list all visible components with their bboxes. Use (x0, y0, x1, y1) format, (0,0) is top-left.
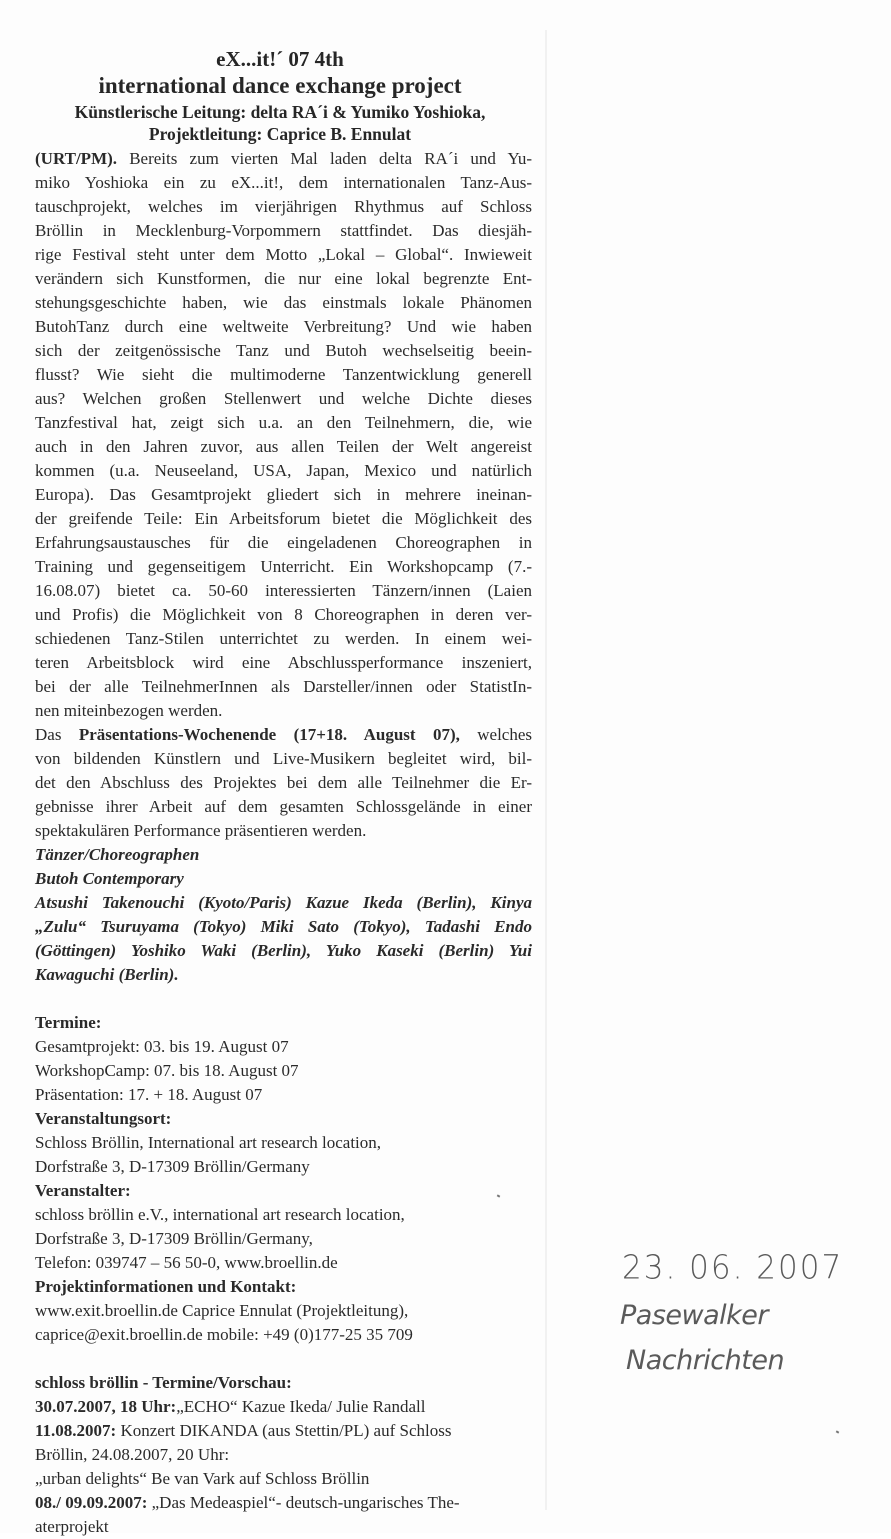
article-body (35, 147, 532, 1539)
body-line: rige Festival steht unter dem Motto „Lokal – Global“. Inwieweit (35, 245, 532, 264)
preview-line: Bröllin, 24.08.2007, 20 Uhr: (35, 1445, 230, 1464)
handwritten-date: 23. 06. 2007 (622, 1249, 844, 1287)
artistic-direction-credit: Künstlerische Leitung: delta RA´i & Yumiko Yoshioka, (74, 102, 486, 122)
dancers-heading: Tänzer/Choreographen (35, 845, 200, 864)
venue-line: Schloss Bröllin, International art research location, (35, 1133, 382, 1152)
presentation-line: Das Präsentations-Wochenende (17+18. August 07), welches (35, 725, 533, 744)
body-line: und Profis) die Möglichkeit von 8 Choreographen in deren ver- (35, 605, 532, 624)
source-tag: (URT/PM). (35, 149, 118, 168)
body-line: der greifende Teile: Ein Arbeitsforum bietet die Möglichkeit des (35, 509, 532, 528)
body-line: Tanzfestival hat, zeigt sich u.a. an den Teilnehmern, die, wie (35, 413, 532, 432)
venue-line: Dorfstraße 3, D-17309 Bröllin/Germany (35, 1157, 310, 1176)
scan-speck (836, 1430, 840, 1433)
preview-date: 30.07.2007, 18 Uhr: (35, 1397, 177, 1416)
preview-item: 08./ 09.09.2007: „Das Medeaspiel“- deutsch-ungarisches The- (35, 1493, 460, 1512)
organizer-line: Telefon: 039747 – 56 50-0, www.broellin.de (35, 1253, 338, 1272)
body-line: Training und gegenseitigem Unterricht. Ein Workshopcamp (7.- (35, 557, 532, 576)
project-management-credit: Projektleitung: Caprice B. Ennulat (148, 124, 412, 144)
organizer-line: Dorfstraße 3, D-17309 Bröllin/Germany, (35, 1229, 313, 1248)
body-line: sich der zeitgenössische Tanz und Butoh wechselseitig beein- (35, 341, 532, 360)
presentation-line: spektakulären Performance präsentieren werden. (35, 821, 367, 840)
preview-item: 11.08.2007: Konzert DIKANDA (aus Stettin/PL) auf Schloss (35, 1421, 452, 1440)
contact-line: caprice@exit.broellin.de mobile: +49 (0)177-25 35 709 (35, 1325, 413, 1344)
dancers-style-heading: Butoh Contemporary (35, 869, 184, 888)
preview-date: 08./ 09.09.2007: (35, 1493, 148, 1512)
preview-line: „urban delights“ Be van Vark auf Schloss Bröllin (35, 1469, 370, 1488)
body-line: (URT/PM). Bereits zum vierten Mal laden delta RA´i und Yu- (35, 149, 532, 168)
body-line: Erfahrungsaustausches für die eingeladenen Choreographen in (35, 533, 532, 552)
body-line: flusst? Wie sieht die multimoderne Tanzentwicklung generell (35, 365, 532, 384)
body-line: teren Arbeitsblock wird eine Abschlussperformance inszeniert, (35, 653, 532, 672)
body-line: bei der alle TeilnehmerInnen als Darsteller/innen oder StatistIn- (35, 677, 532, 696)
body-line: miko Yoshioka ein zu eX...it!, dem internationalen Tanz-Aus- (35, 173, 532, 192)
dancers-line: „Zulu“ Tsuruyama (Tokyo) Miki Sato (Tokyo), Tadashi Endo (35, 917, 532, 936)
contact-line: www.exit.broellin.de Caprice Ennulat (Projektleitung), (35, 1301, 409, 1320)
dancers-line: (Göttingen) Yoshiko Waki (Berlin), Yuko Kaseki (Berlin) Yui (35, 941, 532, 960)
spacer (35, 1347, 532, 1371)
body-line: 16.08.07) bietet ca. 50-60 interessierten Tänzern/innen (Laien (35, 581, 532, 600)
presentation-line: von bildenden Künstlern und Live-Musikern begleitet wird, bil- (35, 749, 532, 768)
body-line: Europa). Das Gesamtprojekt gliedert sich in mehrere ineinan- (35, 485, 532, 504)
body-line: schiedenen Tanz-Stilen unterrichtet zu werden. In einem wei- (35, 629, 532, 648)
preview-line: aterprojekt (35, 1517, 109, 1536)
spacer (35, 987, 532, 1011)
preview-date: 11.08.2007: (35, 1421, 117, 1440)
body-line: auch in den Jahren zuvor, aus allen Teilen der Welt angereist (35, 437, 532, 456)
body-line: nen miteinbezogen werden. (35, 701, 223, 720)
body-line: stehungsgeschichte haben, wie das einstmals lokale Phänomen (35, 293, 532, 312)
handwritten-source-line1: Pasewalker (620, 1300, 768, 1331)
dates-item: WorkshopCamp: 07. bis 18. August 07 (35, 1061, 299, 1080)
column-divider (545, 30, 547, 1510)
article-title: eX...it!´ 07 4th (216, 47, 344, 71)
dancers-line: Kawaguchi (Berlin). (35, 965, 179, 984)
presentation-weekend-highlight: Präsentations-Wochenende (17+18. August 07), (78, 725, 460, 744)
dates-item: Gesamtprojekt: 03. bis 19. August 07 (35, 1037, 289, 1056)
body-line: verändern sich Kunstformen, die nur eine lokal begrenzte Ent- (35, 269, 532, 288)
organizer-line: schloss bröllin e.V., international art research location, (35, 1205, 405, 1224)
body-line: kommen (u.a. Neuseeland, USA, Japan, Mexico und natürlich (35, 461, 532, 480)
dancers-line: Atsushi Takenouchi (Kyoto/Paris) Kazue Ikeda (Berlin), Kinya (35, 893, 532, 912)
body-line: ButohTanz durch eine weltweite Verbreitung? Und wie haben (35, 317, 532, 336)
body-line: tauschprojekt, welches im vierjährigen Rhythmus auf Schloss (35, 197, 532, 216)
venue-heading: Veranstaltungsort: (35, 1109, 172, 1128)
organizer-heading: Veranstalter: (35, 1181, 131, 1200)
preview-heading: schloss bröllin - Termine/Vorschau: (35, 1373, 292, 1392)
article-subtitle: international dance exchange project (98, 73, 462, 98)
presentation-line: det den Abschluss des Projektes bei dem alle Teilnehmer die Er- (35, 773, 532, 792)
body-line: Bröllin in Mecklenburg-Vorpommern stattfindet. Das diesjäh- (35, 221, 532, 240)
contact-heading: Projektinformationen und Kontakt: (35, 1277, 297, 1296)
body-line: aus? Welchen großen Stellenwert und welche Dichte dieses (35, 389, 532, 408)
dates-heading: Termine: (35, 1013, 102, 1032)
dates-item: Präsentation: 17. + 18. August 07 (35, 1085, 263, 1104)
handwritten-source-line2: Nachrichten (626, 1345, 785, 1376)
presentation-line: gebnisse ihrer Arbeit auf dem gesamten Schlossgelände in einer (35, 797, 532, 816)
preview-item: 30.07.2007, 18 Uhr:„ECHO“ Kazue Ikeda/ Julie Randall (35, 1397, 426, 1416)
